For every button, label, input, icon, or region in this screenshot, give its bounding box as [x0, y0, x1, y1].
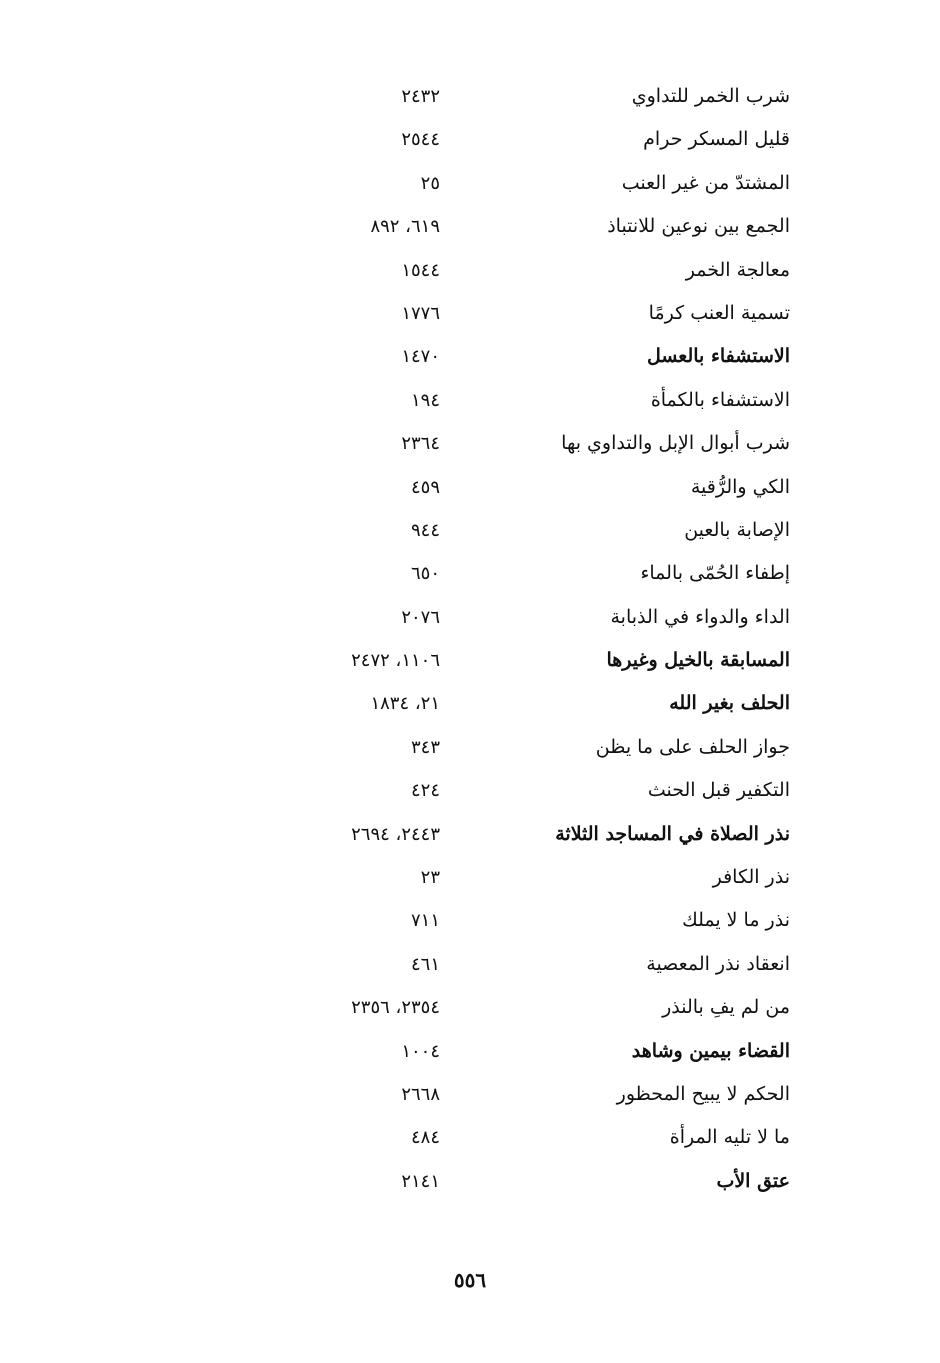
entry-topic: الحكم لا يبيح المحظور [616, 1082, 790, 1105]
index-entry [0, 856, 940, 899]
entry-topic: نذر ما لا يملك [682, 909, 790, 932]
entry-refs: ٤٦١ [410, 953, 440, 975]
entry-refs: ٧١١ [410, 910, 440, 932]
entry-topic: الاستشفاء بالعسل [646, 345, 790, 368]
entry-topic: قليل المسكر حرام [643, 128, 790, 151]
index-entry [0, 1160, 940, 1203]
entry-topic: الداء والدواء في الذبابة [610, 605, 790, 628]
index-entry [0, 379, 940, 422]
entry-refs: ٢٣٦٤ [401, 433, 440, 455]
entry-topic: التكفير قبل الحنث [647, 779, 790, 802]
index-entry [0, 899, 940, 942]
entry-topic: المشتدّ من غير العنب [621, 171, 790, 194]
index-entry [0, 292, 940, 335]
index-entry [0, 726, 940, 769]
entry-topic: الإصابة بالعين [684, 518, 790, 541]
entry-refs: ٢٤٣٢ [401, 86, 440, 107]
entry-refs: ٤٥٩ [410, 476, 440, 498]
entry-refs: ١٥٤٤ [401, 259, 440, 281]
index-entry [0, 249, 940, 292]
entry-refs: ١٠٠٤ [401, 1040, 440, 1062]
index-entry [0, 118, 940, 161]
index-entry [0, 639, 940, 682]
index-entry [0, 509, 940, 552]
entry-refs: ٦١٩، ٨٩٢ [370, 216, 440, 238]
index-entry [0, 552, 940, 595]
entry-refs: ٢١، ١٨٣٤ [370, 693, 440, 715]
entry-refs: ٢٣ [420, 867, 440, 889]
entry-refs: ٢٣٥٤، ٢٣٥٦ [351, 997, 440, 1019]
index-entry [0, 1030, 940, 1073]
entry-topic: جواز الحلف على ما يظن [595, 735, 790, 758]
entry-topic: الاستشفاء بالكمأة [650, 388, 790, 411]
page-number: ٥٥٦ [453, 1268, 487, 1292]
index-entry [0, 162, 940, 205]
index-entry [0, 466, 940, 509]
index-entries [0, 75, 940, 1203]
entry-topic: شرب الخمر للتداوي [631, 85, 790, 107]
index-entry [0, 596, 940, 639]
entry-topic: من لم يفِ بالنذر [662, 996, 790, 1019]
entry-refs: ٢٥٤٤ [401, 129, 440, 151]
entry-topic: شرب أبوال الإبل والتداوي بها [561, 432, 790, 455]
index-entry [0, 1116, 940, 1159]
entry-refs: ٦٥٠ [410, 563, 440, 585]
index-entry [0, 813, 940, 856]
entry-topic: ما لا تليه المرأة [669, 1126, 790, 1149]
entry-refs: ٤٨٤ [410, 1127, 440, 1149]
index-entry [0, 205, 940, 248]
entry-topic: عتق الأب [716, 1169, 790, 1192]
index-entry [0, 682, 940, 725]
index-entry [0, 769, 940, 812]
entry-refs: ٢٦٦٨ [401, 1083, 440, 1105]
entry-topic: نذر الصلاة في المساجد الثلاثة [555, 822, 790, 845]
entry-topic: الجمع بين نوعين للانتباذ [607, 215, 790, 238]
index-entry [0, 422, 940, 465]
entry-topic: انعقاد نذر المعصية [646, 952, 790, 975]
entry-topic: إطفاء الحُمّى بالماء [640, 562, 790, 585]
entry-refs: ١٤٧٠ [401, 346, 440, 368]
index-entry [0, 986, 940, 1029]
index-entry [0, 943, 940, 986]
index-entry [0, 1073, 940, 1116]
entry-refs: ٤٢٤ [410, 780, 440, 802]
entry-refs: ٢٤٤٣، ٢٦٩٤ [351, 823, 440, 845]
entry-refs: ٢٥ [420, 172, 440, 194]
entry-refs: ١٧٧٦ [401, 302, 440, 324]
entry-topic: الكي والرُّقية [690, 475, 790, 498]
entry-topic: الحلف بغير الله [669, 692, 790, 715]
entry-topic: القضاء بيمين وشاهد [631, 1039, 790, 1062]
entry-refs: ٣٤٣ [410, 736, 440, 758]
entry-topic: المسابقة بالخيل وغيرها [606, 649, 790, 672]
entry-refs: ٢١٤١ [401, 1170, 440, 1192]
entry-refs: ١٩٤ [410, 389, 440, 411]
entry-refs: ١١٠٦، ٢٤٧٢ [351, 650, 440, 672]
entry-topic: تسمية العنب كرمًا [648, 301, 790, 324]
entry-refs: ٢٠٧٦ [401, 606, 440, 628]
entry-refs: ٩٤٤ [410, 519, 440, 541]
entry-topic: نذر الكافر [712, 866, 790, 889]
entry-topic: معالجة الخمر [685, 258, 790, 281]
index-entry [0, 75, 940, 118]
index-entry [0, 335, 940, 378]
